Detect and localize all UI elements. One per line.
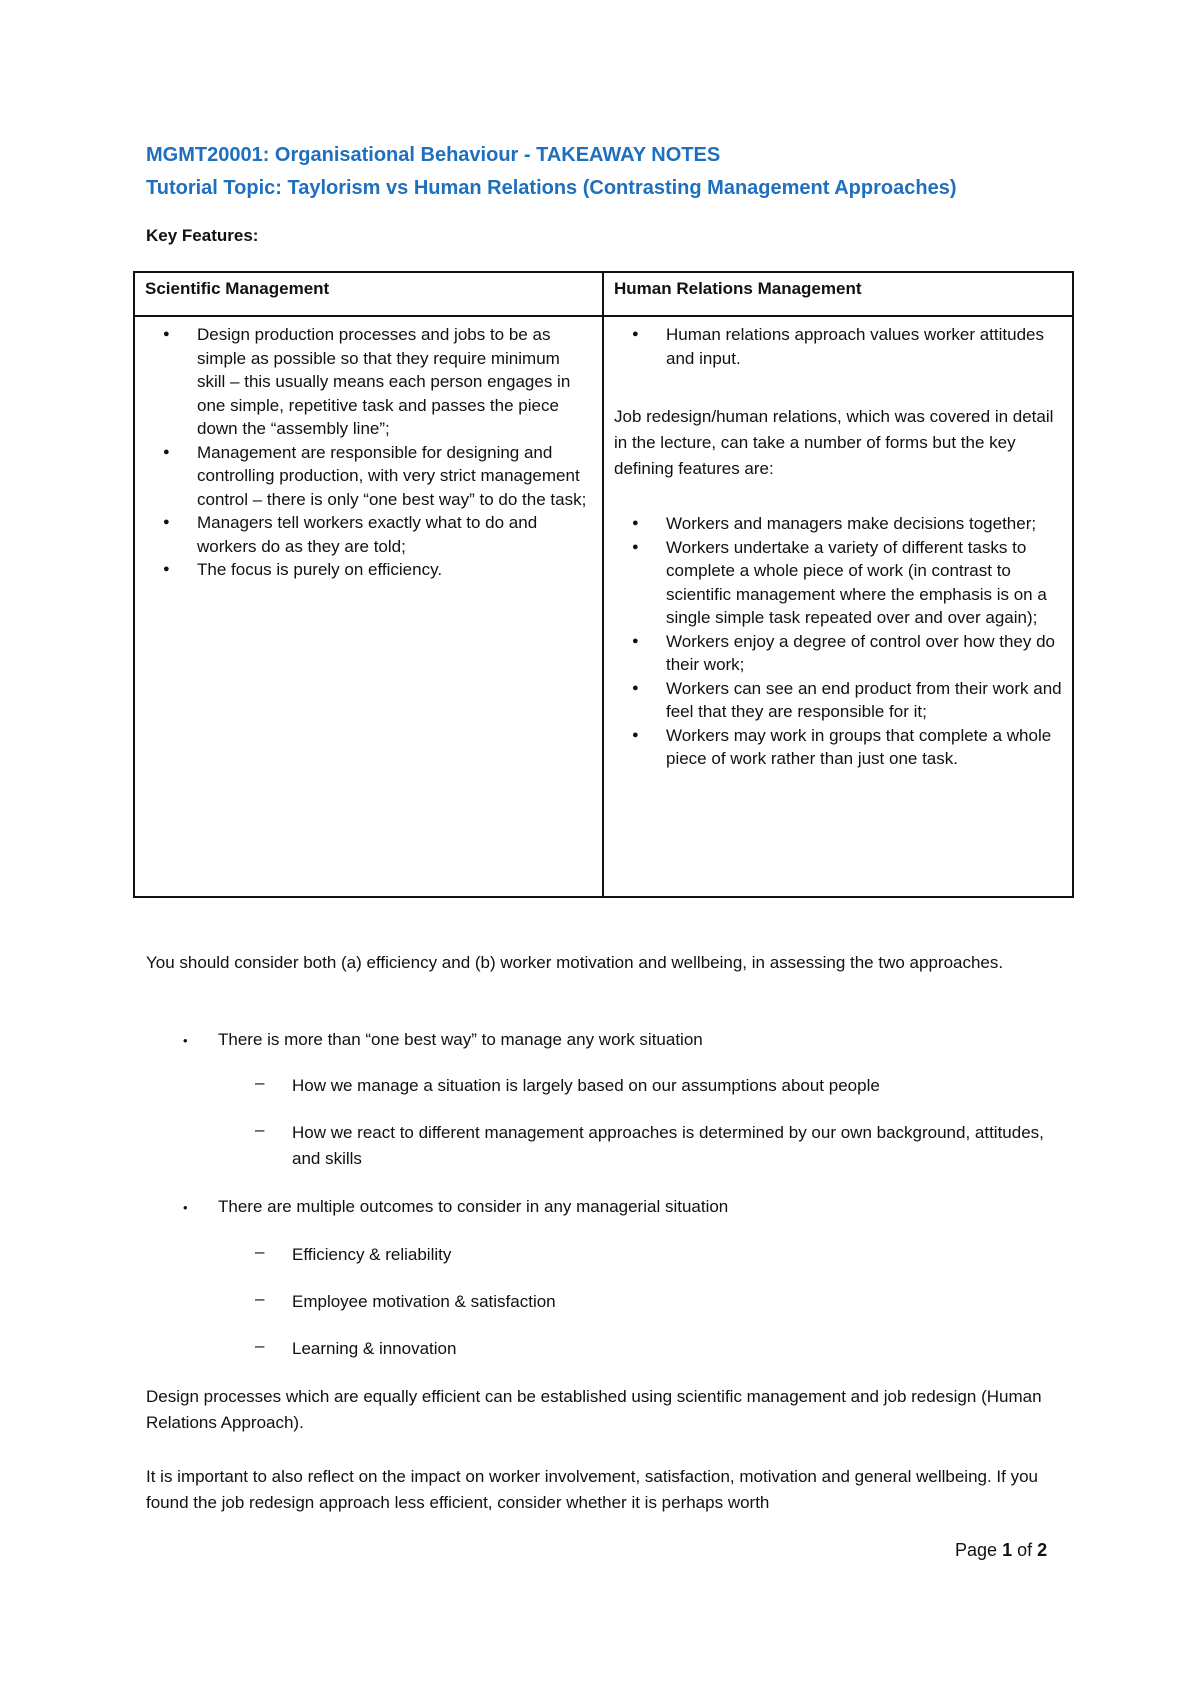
human-relations-features-list	[614, 512, 1062, 771]
design-processes-paragraph: Design processes which are equally efficient can be established using scientific management and job redesign (Human Relations Approach).	[146, 1387, 1042, 1432]
list-item: ● Workers can see an end product from their work and feel that they are responsible for it;	[614, 677, 1062, 724]
comparison-table	[133, 271, 1074, 898]
sub-bullet-assumptions: How we manage a situation is largely based on our assumptions about people	[292, 1076, 880, 1095]
page-word: Page	[955, 1540, 998, 1560]
bullet-icon: •	[183, 1200, 188, 1215]
scientific-features-list	[145, 323, 592, 582]
list-item: ● Human relations approach values worker attitudes and input.	[614, 323, 1062, 370]
tutorial-topic: Tutorial Topic: Taylorism vs Human Relations (Contrasting Management Approaches)	[146, 177, 957, 199]
job-redesign-intro: Job redesign/human relations, which was covered in detail in the lecture, can take a number of forms but the key defining features are:	[614, 407, 1054, 478]
list-item: ● Workers and managers make decisions together;	[614, 512, 1062, 536]
list-item: ● Workers enjoy a degree of control over how they do their work;	[614, 630, 1062, 677]
list-item: ● The focus is purely on efficiency.	[145, 558, 592, 582]
scientific-management-header: Scientific Management	[134, 272, 603, 316]
list-item: ● Design production processes and jobs to be as simple as possible so that they require minimum skill – this usually means each person engages in one simple, repetitive task and passes the piece down the “assembly line”;	[145, 323, 592, 441]
human-relations-cell	[603, 316, 1073, 897]
key-features-heading: Key Features:	[146, 226, 259, 245]
of-word: of	[1017, 1540, 1033, 1560]
document-title: MGMT20001: Organisational Behaviour - TAKEAWAY NOTES	[146, 144, 721, 166]
dash-icon: –	[255, 1073, 265, 1092]
current-page: 1	[1002, 1540, 1013, 1560]
page-number	[955, 1540, 1047, 1561]
reflect-paragraph: It is important to also reflect on the impact on worker involvement, satisfaction, motivation and general wellbeing. If you found the job redesign approach less efficient, consider whether it is perhaps worth	[146, 1467, 1039, 1512]
table-header-row	[134, 272, 1073, 316]
dash-icon: –	[255, 1289, 265, 1308]
list-item: ● Management are responsible for designing and controlling production, with very strict management control – there is only “one best way” to do the task;	[145, 441, 592, 512]
sub-bullet-learning: Learning & innovation	[292, 1339, 457, 1358]
dash-icon: –	[255, 1242, 265, 1261]
dash-icon: –	[255, 1120, 265, 1139]
list-item: ● Workers undertake a variety of different tasks to complete a whole piece of work (in contrast to scientific management where the emphasis is on a single simple task repeated over and over again);	[614, 536, 1062, 630]
human-relations-intro-list	[614, 323, 1062, 370]
consider-paragraph: You should consider both (a) efficiency and (b) worker motivation and wellbeing, in assessing the two approaches.	[146, 953, 1004, 972]
bullet-one-best-way: There is more than “one best way” to manage any work situation	[218, 1030, 703, 1049]
bullet-multiple-outcomes: There are multiple outcomes to consider in any managerial situation	[218, 1197, 729, 1216]
sub-bullet-efficiency: Efficiency & reliability	[292, 1245, 452, 1264]
table-row	[134, 316, 1073, 897]
dash-icon: –	[255, 1336, 265, 1355]
total-pages: 2	[1037, 1540, 1048, 1560]
sub-bullet-react: How we react to different management approaches is determined by our own background, attitudes, and skills	[292, 1123, 1044, 1168]
sub-bullet-motivation: Employee motivation & satisfaction	[292, 1292, 556, 1311]
list-item: ● Workers may work in groups that complete a whole piece of work rather than just one task.	[614, 724, 1062, 771]
scientific-management-cell	[134, 316, 603, 897]
human-relations-header: Human Relations Management	[603, 272, 1073, 316]
bullet-icon: •	[183, 1033, 188, 1048]
list-item: ● Managers tell workers exactly what to do and workers do as they are told;	[145, 511, 592, 558]
